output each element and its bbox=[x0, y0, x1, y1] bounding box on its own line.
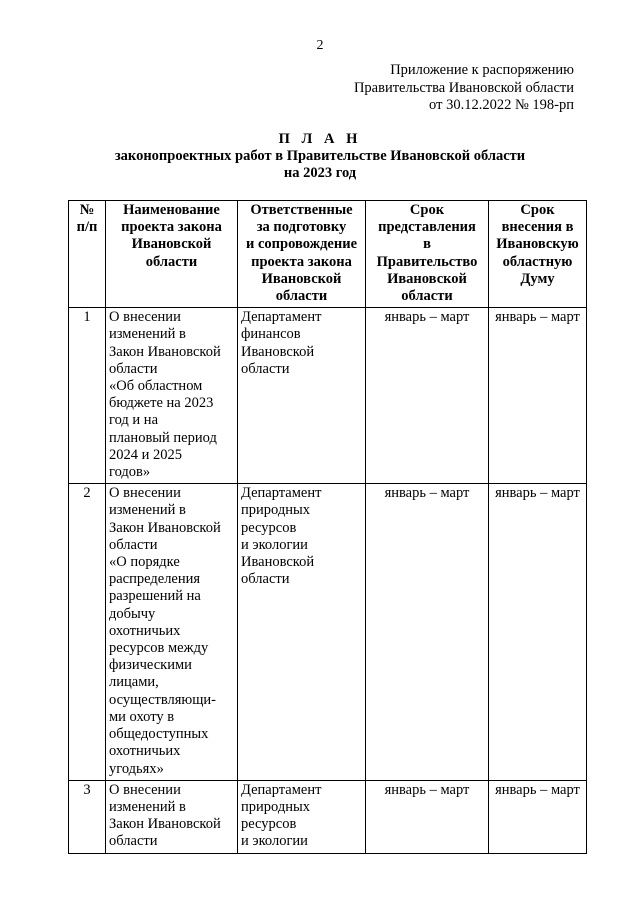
cell-line: области bbox=[109, 360, 158, 377]
table-header-row bbox=[69, 201, 587, 308]
cell-line: «Об областном bbox=[109, 378, 203, 395]
cell-line: разрешений на bbox=[109, 588, 201, 605]
plan-table bbox=[68, 200, 587, 854]
header-text: проекта закона bbox=[121, 219, 222, 236]
header-text: № bbox=[79, 202, 95, 218]
cell-line: области bbox=[241, 571, 290, 588]
header-text: области bbox=[145, 253, 198, 270]
cell-line: охотничьих bbox=[109, 743, 181, 760]
header-text: и сопровождение bbox=[245, 236, 358, 253]
header-text: проекта закона bbox=[251, 253, 352, 270]
header-text: области bbox=[275, 288, 328, 305]
appendix-line-1: Приложение к распоряжению bbox=[390, 62, 574, 78]
cell-line: и экологии bbox=[241, 833, 308, 850]
header-text: областную bbox=[502, 253, 573, 270]
cell-line: распределения bbox=[109, 571, 201, 588]
header-text: п/п bbox=[76, 219, 98, 236]
header-text: Ивановскую bbox=[496, 236, 579, 253]
cell-line: финансов bbox=[241, 326, 301, 343]
cell-line: ресурсов bbox=[241, 816, 297, 833]
table-row bbox=[69, 308, 587, 484]
cell-line: бюджете на 2023 bbox=[109, 395, 214, 412]
duma-deadline: январь – март bbox=[489, 484, 587, 780]
header-text: Правительство bbox=[376, 253, 478, 270]
cell-line: О внесении bbox=[109, 485, 181, 502]
cell-line: природных bbox=[241, 798, 310, 815]
header-text: Ивановской bbox=[387, 270, 467, 287]
header-text: Ответственные bbox=[250, 202, 353, 218]
cell-line: Закон Ивановской bbox=[109, 816, 221, 833]
header-name bbox=[106, 201, 238, 308]
header-text: Срок bbox=[409, 202, 445, 218]
cell-line: осуществляющи- bbox=[109, 691, 216, 708]
header-text: Срок bbox=[520, 202, 555, 218]
cell-line: Закон Ивановской bbox=[109, 519, 221, 536]
cell-line: ресурсов между bbox=[109, 640, 209, 657]
responsible-department bbox=[238, 308, 366, 484]
cell-line: О внесении bbox=[109, 781, 181, 798]
header-responsible bbox=[238, 201, 366, 308]
cell-line: охотничьих bbox=[109, 622, 181, 639]
header-text: внесения в bbox=[501, 219, 574, 236]
duma-deadline: январь – март bbox=[489, 308, 587, 484]
cell-line: Закон Ивановской bbox=[109, 343, 221, 360]
cell-line: и экологии bbox=[241, 536, 308, 553]
cell-line: Ивановской bbox=[241, 554, 315, 571]
responsible-department bbox=[238, 780, 366, 853]
cell-line: области bbox=[109, 833, 158, 850]
duma-deadline: январь – март bbox=[489, 780, 587, 853]
header-text: в bbox=[423, 236, 431, 253]
cell-line: области bbox=[109, 536, 158, 553]
table-row bbox=[69, 484, 587, 780]
table-row bbox=[69, 780, 587, 853]
row-number: 2 bbox=[69, 484, 106, 780]
cell-line: области bbox=[241, 360, 290, 377]
appendix-line-3: от 30.12.2022 № 198-рп bbox=[429, 97, 574, 113]
header-text: Ивановской bbox=[131, 236, 212, 253]
cell-line: 2024 и 2025 bbox=[109, 446, 183, 463]
header-text: за подготовку bbox=[256, 219, 347, 236]
cell-line: добычу bbox=[109, 605, 156, 622]
page-number: 2 bbox=[316, 38, 324, 53]
header-duma-deadline bbox=[489, 201, 587, 308]
cell-line: природных bbox=[241, 502, 310, 519]
header-text: области bbox=[401, 288, 453, 305]
cell-line: физическими bbox=[109, 657, 192, 674]
cell-line: Ивановской bbox=[241, 343, 315, 360]
title-line-3: на 2023 год bbox=[283, 165, 357, 181]
cell-line: плановый период bbox=[109, 429, 217, 446]
responsible-department bbox=[238, 484, 366, 780]
cell-line: Департамент bbox=[241, 309, 322, 326]
cell-line: ми охоту в bbox=[109, 708, 175, 725]
submission-deadline: январь – март bbox=[366, 308, 489, 484]
law-title bbox=[106, 484, 238, 780]
submission-deadline: январь – март bbox=[366, 780, 489, 853]
appendix-line-2: Правительства Ивановской области bbox=[353, 79, 574, 96]
header-num bbox=[69, 201, 106, 308]
title-plan: П Л А Н bbox=[278, 131, 362, 147]
header-text: Ивановской bbox=[261, 270, 342, 287]
law-title bbox=[106, 780, 238, 853]
law-title bbox=[106, 308, 238, 484]
cell-line: изменений в bbox=[109, 798, 186, 815]
submission-deadline: январь – март bbox=[366, 484, 489, 780]
cell-line: общедоступных bbox=[109, 726, 209, 743]
row-number: 3 bbox=[69, 780, 106, 853]
cell-line: изменений в bbox=[109, 326, 186, 343]
header-text: представления bbox=[378, 219, 476, 236]
cell-line: изменений в bbox=[109, 502, 186, 519]
cell-line: Департамент bbox=[241, 781, 322, 798]
header-submission-deadline bbox=[366, 201, 489, 308]
document-title bbox=[0, 131, 640, 182]
cell-line: лицами, bbox=[109, 674, 159, 691]
cell-line: угодьях» bbox=[109, 760, 164, 777]
cell-line: «О порядке bbox=[109, 554, 180, 571]
header-text: Наименование bbox=[123, 202, 220, 218]
cell-line: ресурсов bbox=[241, 519, 297, 536]
header-text: Думу bbox=[520, 270, 555, 287]
cell-line: год и на bbox=[109, 412, 159, 429]
row-number: 1 bbox=[69, 308, 106, 484]
title-line-2: законопроектных работ в Правительстве Ивановской области bbox=[114, 148, 526, 164]
cell-line: годов» bbox=[109, 464, 151, 481]
cell-line: Департамент bbox=[241, 485, 322, 502]
cell-line: О внесении bbox=[109, 309, 181, 326]
appendix-header bbox=[354, 62, 574, 115]
